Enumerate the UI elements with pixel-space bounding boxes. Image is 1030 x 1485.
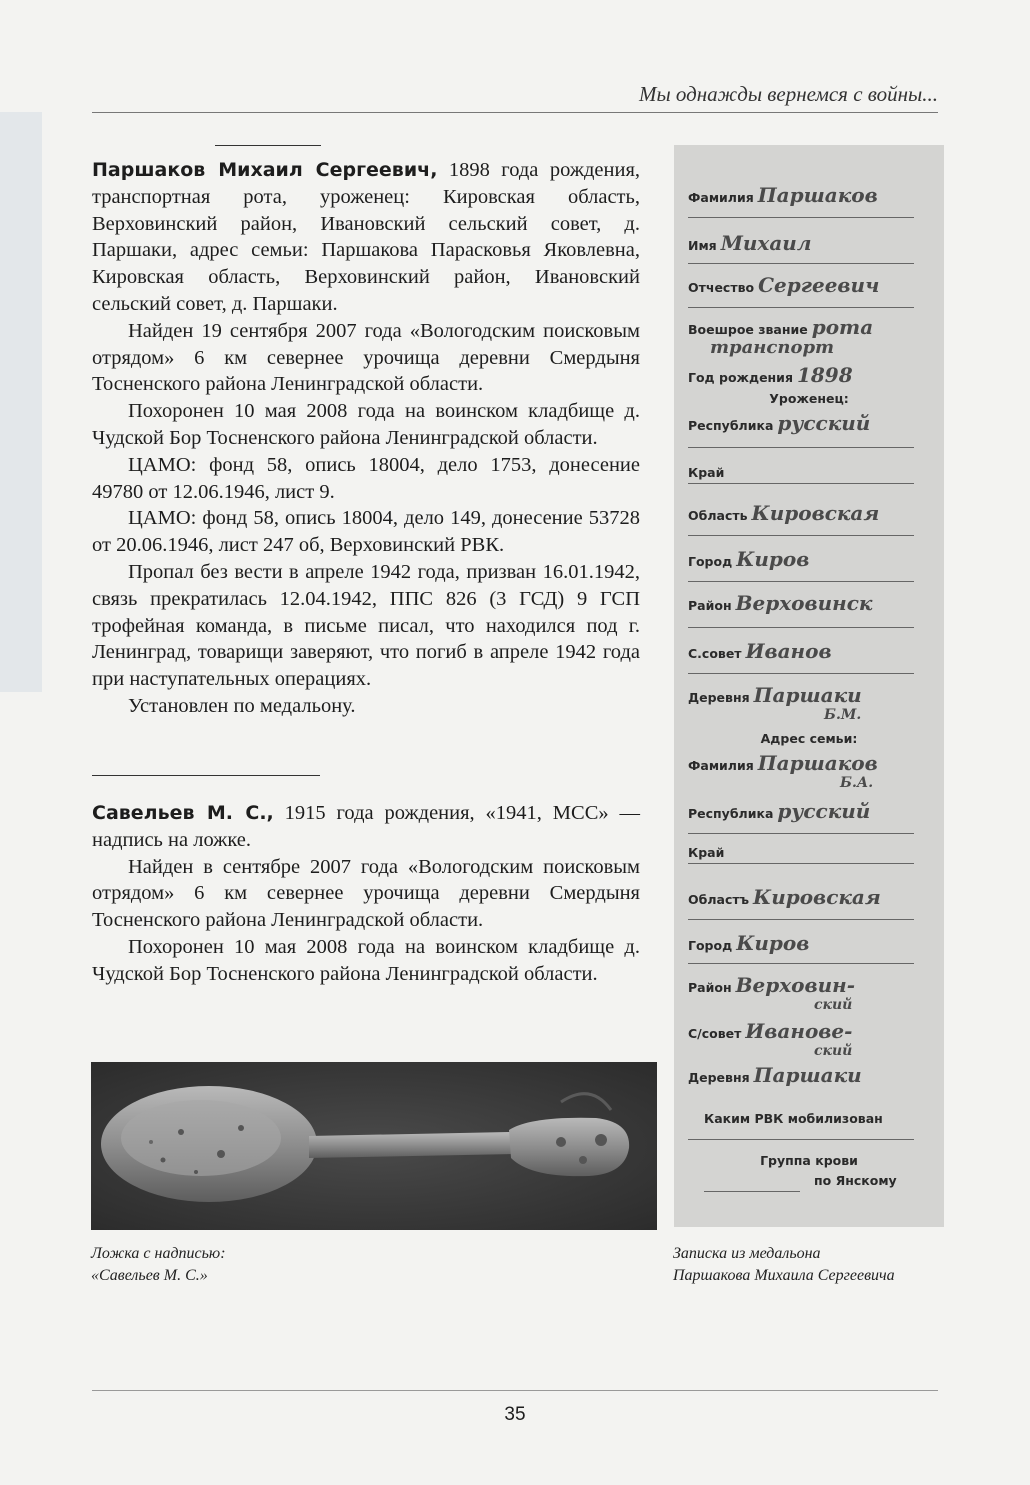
note-field-city: Город Киров <box>688 547 810 571</box>
note-rule <box>688 535 914 536</box>
footer-rule <box>92 1390 938 1391</box>
note-field-family-village: Деревня Паршаки <box>688 1063 862 1087</box>
spoon-caption <box>91 1243 226 1287</box>
note-rule <box>688 483 914 484</box>
handwritten-value: транспорт <box>710 337 835 358</box>
handwritten-value: Паршаков <box>757 751 878 775</box>
entry-savelyev <box>92 800 640 988</box>
medallion-note <box>674 145 944 1227</box>
note-field-family-city: Город Киров <box>688 931 810 955</box>
caption-line: Ложка с надписью: <box>91 1245 226 1262</box>
found-paragraph: Найден в сентябре 2007 года «Вологодским поисковым отрядом» 6 км севернее урочища деревни Смердыня Тосненского района Ленинградской области. <box>92 855 640 932</box>
header-rule <box>92 112 938 113</box>
caption-line: Записка из медальона <box>673 1245 821 1262</box>
handwritten-value: Сергеевич <box>758 273 880 297</box>
note-field-blood-scale: по Янскому <box>814 1173 897 1188</box>
note-rule <box>688 673 914 674</box>
caption-line: «Савельев М. С.» <box>91 1267 208 1284</box>
archive-paragraph: ЦАМО: фонд 58, опись 18004, дело 149, донесение 53728 от 20.06.1946, лист 247 об, Верховинский РВК. <box>92 507 640 557</box>
note-field-family-republic: Республика русский <box>688 799 871 823</box>
handwritten-value: русский <box>777 799 871 823</box>
note-field-village: Деревня Паршаки <box>688 683 862 707</box>
note-rule <box>688 447 914 448</box>
missing-paragraph: Пропал без вести в апреле 1942 года, призван 16.01.1942, связь прекратилась 12.04.1942, ППС 826 (3 ГСД) 9 ГСП трофейная команда, в письме писал, что находился под г. Ленинград, товарищи заверяют, что погиб в апреле 1942 года при наступательных операциях. <box>92 560 640 691</box>
burial-paragraph: Похоронен 10 мая 2008 года на воинском кладбище д. Чудской Бор Тосненского района Ленинградской области. <box>92 935 640 985</box>
running-title: Мы однажды вернемся с войны... <box>638 82 938 106</box>
note-rule <box>688 627 914 628</box>
note-rule <box>688 307 914 308</box>
note-rule <box>688 963 914 964</box>
handwritten-value: Михаил <box>720 231 812 255</box>
note-caption <box>673 1243 895 1287</box>
entry-paragraph <box>92 157 640 318</box>
note-field-family-district: Район Верховин- <box>688 973 856 997</box>
note-field-surname: Фамилия Паршаков <box>688 183 878 207</box>
note-field-rank: Воешрое звание рота <box>688 315 874 339</box>
note-field-birth-year: Год рождения 1898 <box>688 363 853 387</box>
entry-lead-text: 1915 года рождения, «1941, МСС» — надпись на ложке. <box>92 802 641 851</box>
handwritten-value: Б.М. <box>824 707 862 723</box>
note-field-family-krai: Край <box>688 845 725 860</box>
handwritten-value: Кировская <box>753 885 881 909</box>
handwritten-value: Иванове- <box>745 1019 853 1043</box>
note-field-patronymic: Отчество Сергеевич <box>688 273 880 297</box>
handwritten-value: Верховинск <box>735 591 873 615</box>
handwritten-value: Б.А. <box>840 775 874 791</box>
entry-lead-text: 1898 года рождения, транспортная рота, уроженец: Кировская область, Верховинский район, Ивановский сельский совет, д. Паршаки, адрес семьи: Паршакова Парасковья Яковлевна, Кировская область, Верховинский район, Ивановский сельский совет, д. Паршаки. <box>92 159 641 315</box>
handwritten-value: Верховин- <box>735 973 856 997</box>
note-rule <box>704 1191 800 1192</box>
note-field-council: С.совет Иванов <box>688 639 832 663</box>
handwritten-value: ский <box>814 997 853 1013</box>
note-field-rvk: Каким РВК мобилизован <box>704 1111 883 1126</box>
handwritten-value: Паршаки <box>753 683 862 707</box>
entry-title: Савельев М. С., <box>92 802 274 824</box>
handwritten-value: Паршаки <box>753 1063 862 1087</box>
note-rule <box>688 581 914 582</box>
entry-divider <box>215 145 321 146</box>
entry-divider <box>92 775 320 776</box>
entry-title: Паршаков Михаил Сергеевич, <box>92 159 438 181</box>
handwritten-value: русский <box>777 411 871 435</box>
identified-paragraph: Установлен по медальону. <box>128 694 356 717</box>
note-rule <box>688 263 914 264</box>
note-field-oblast: Область Кировская <box>688 501 880 525</box>
note-field-republic: Республика русский <box>688 411 871 435</box>
caption-line: Паршакова Михаила Сергеевича <box>673 1267 895 1284</box>
note-field-district: Район Верховинск <box>688 591 873 615</box>
burial-paragraph: Похоронен 10 мая 2008 года на воинском кладбище д. Чудской Бор Тосненского района Ленинградской области. <box>92 400 640 449</box>
handwritten-value: рота <box>811 315 874 339</box>
side-tab <box>0 112 42 692</box>
handwritten-value: Киров <box>736 931 810 955</box>
note-field-name: Имя Михаил <box>688 231 812 255</box>
note-rule <box>688 1139 914 1140</box>
archive-paragraph: ЦАМО: фонд 58, опись 18004, дело 1753, донесение 49780 от 12.06.1946, лист 9. <box>92 453 640 503</box>
note-field-family-council: С/совет Иванове- <box>688 1019 853 1043</box>
note-field-blood: Группа крови <box>760 1153 858 1168</box>
note-rule <box>688 833 914 834</box>
handwritten-value: 1898 <box>796 363 853 387</box>
note-rule <box>688 919 914 920</box>
page-number: 35 <box>504 1404 526 1425</box>
spoon-photo <box>91 1062 657 1230</box>
note-field-family-oblast: Областъ Кировская <box>688 885 881 909</box>
note-field-krai: Край <box>688 465 725 480</box>
handwritten-value: Паршаков <box>757 183 878 207</box>
note-rule <box>688 863 914 864</box>
note-rule <box>688 217 914 218</box>
handwritten-value: ский <box>814 1043 853 1059</box>
entry-parshakov <box>92 157 640 720</box>
note-heading-native: Уроженец: <box>769 391 849 406</box>
spoon-image <box>91 1062 657 1230</box>
handwritten-value: Кировская <box>751 501 880 525</box>
note-field-family-surname: Фамилия Паршаков <box>688 751 878 775</box>
entry-paragraph <box>92 800 640 854</box>
found-paragraph: Найден 19 сентября 2007 года «Вологодским поисковым отрядом» 6 км севернее урочища деревни Смердыня Тосненского района Ленинградской области. <box>92 319 640 396</box>
handwritten-value: Иванов <box>745 639 832 663</box>
handwritten-value: Киров <box>736 547 810 571</box>
note-heading-family: Адрес семьи: <box>760 731 858 746</box>
